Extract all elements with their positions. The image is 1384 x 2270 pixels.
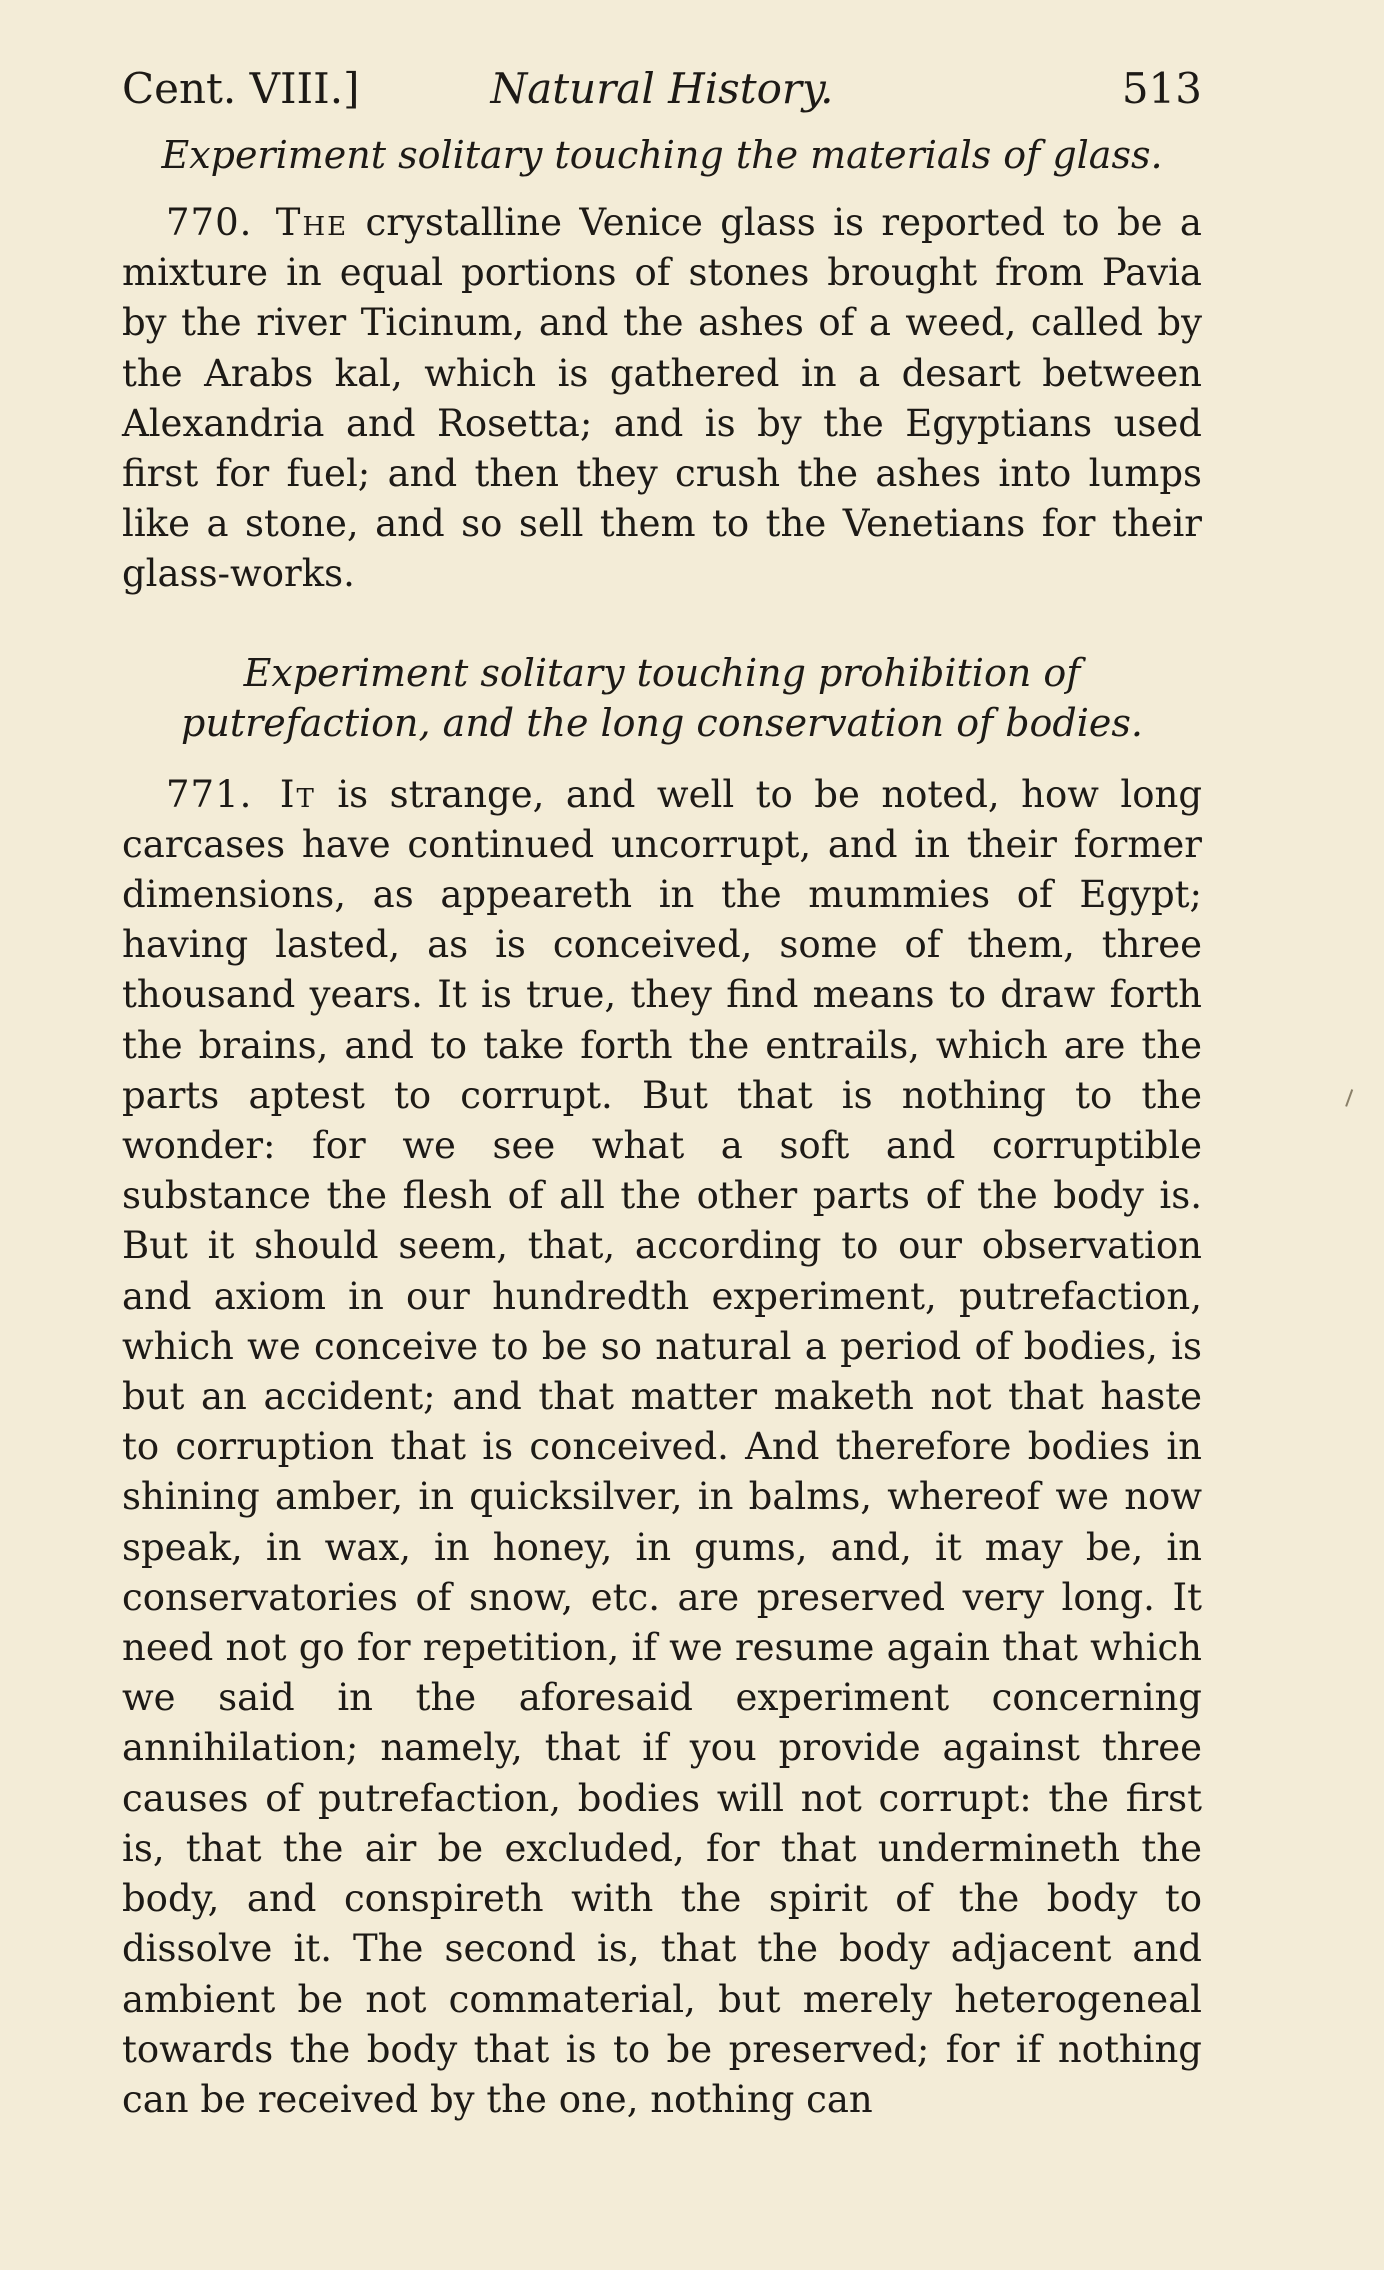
book-title: Natural History.	[490, 64, 834, 113]
paragraph-771	[122, 770, 1202, 2125]
paragraph-first-word: It	[279, 772, 316, 816]
paragraph-first-word: The	[275, 201, 349, 244]
paragraph-number: 770.	[166, 201, 253, 244]
page-number: 513	[1121, 64, 1202, 113]
running-head	[122, 50, 1202, 130]
chapter-reference: Cent. VIII.]	[122, 64, 360, 113]
book-page	[122, 50, 1202, 2125]
paragraph-770	[122, 198, 1202, 600]
paragraph-text: crystalline Venice glass is reported to be a mixture in equal portions of stones brought from Pavia by the river Ticinum, and the ashes of a weed, called by the Arabs kal, which is gathered in a desart between Alexandria and Rosetta; and is by the Egyptians used first for fuel; and then they crush the ashes into lumps like a stone, and so sell them to the Venetians for their glass-works.	[122, 201, 1202, 596]
paragraph-number: 771.	[166, 772, 253, 816]
paragraph-text: is strange, and well to be noted, how long carcases have continued uncorrupt, and in their former dimensions, as appeareth in the mummies of Egypt; having lasted, as is conceived, some of them, three thousand years. It is true, they find means to draw forth the brains, and to take forth the entrails, which are the parts aptest to corrupt. But that is nothing to the wonder: for we see what a soft and corruptible substance the flesh of all the other parts of the body is. But it should seem, that, according to our observation and axiom in our hundredth experiment, putrefaction, which we conceive to be so natural a period of bodies, is but an accident; and that matter maketh not that haste to corruption that is conceived. And therefore bodies in shining amber, in quicksilver, in balms, whereof we now speak, in wax, in honey, in gums, and, it may be, in conservatories of snow, etc. are preserved very long. It need not go for repetition, if we resume again that which we said in the aforesaid experiment concerning annihilation; namely, that if you provide against three causes of putrefaction, bodies will not corrupt: the first is, that the air be excluded, for that undermineth the body, and conspireth with the spirit of the body to dissolve it. The second is, that the body adjacent and ambient be not commaterial, but merely heterogeneal towards the body that is to be preserved; for if nothing can be received by the one, nothing can	[122, 772, 1203, 2121]
margin-mark	[1345, 1089, 1359, 1109]
section-heading-glass: Experiment solitary touching the materials of glass.	[161, 133, 1163, 177]
section-heading-putrefaction: Experiment solitary touching prohibition of putrefaction, and the long conservation of bodies.	[181, 650, 1143, 745]
